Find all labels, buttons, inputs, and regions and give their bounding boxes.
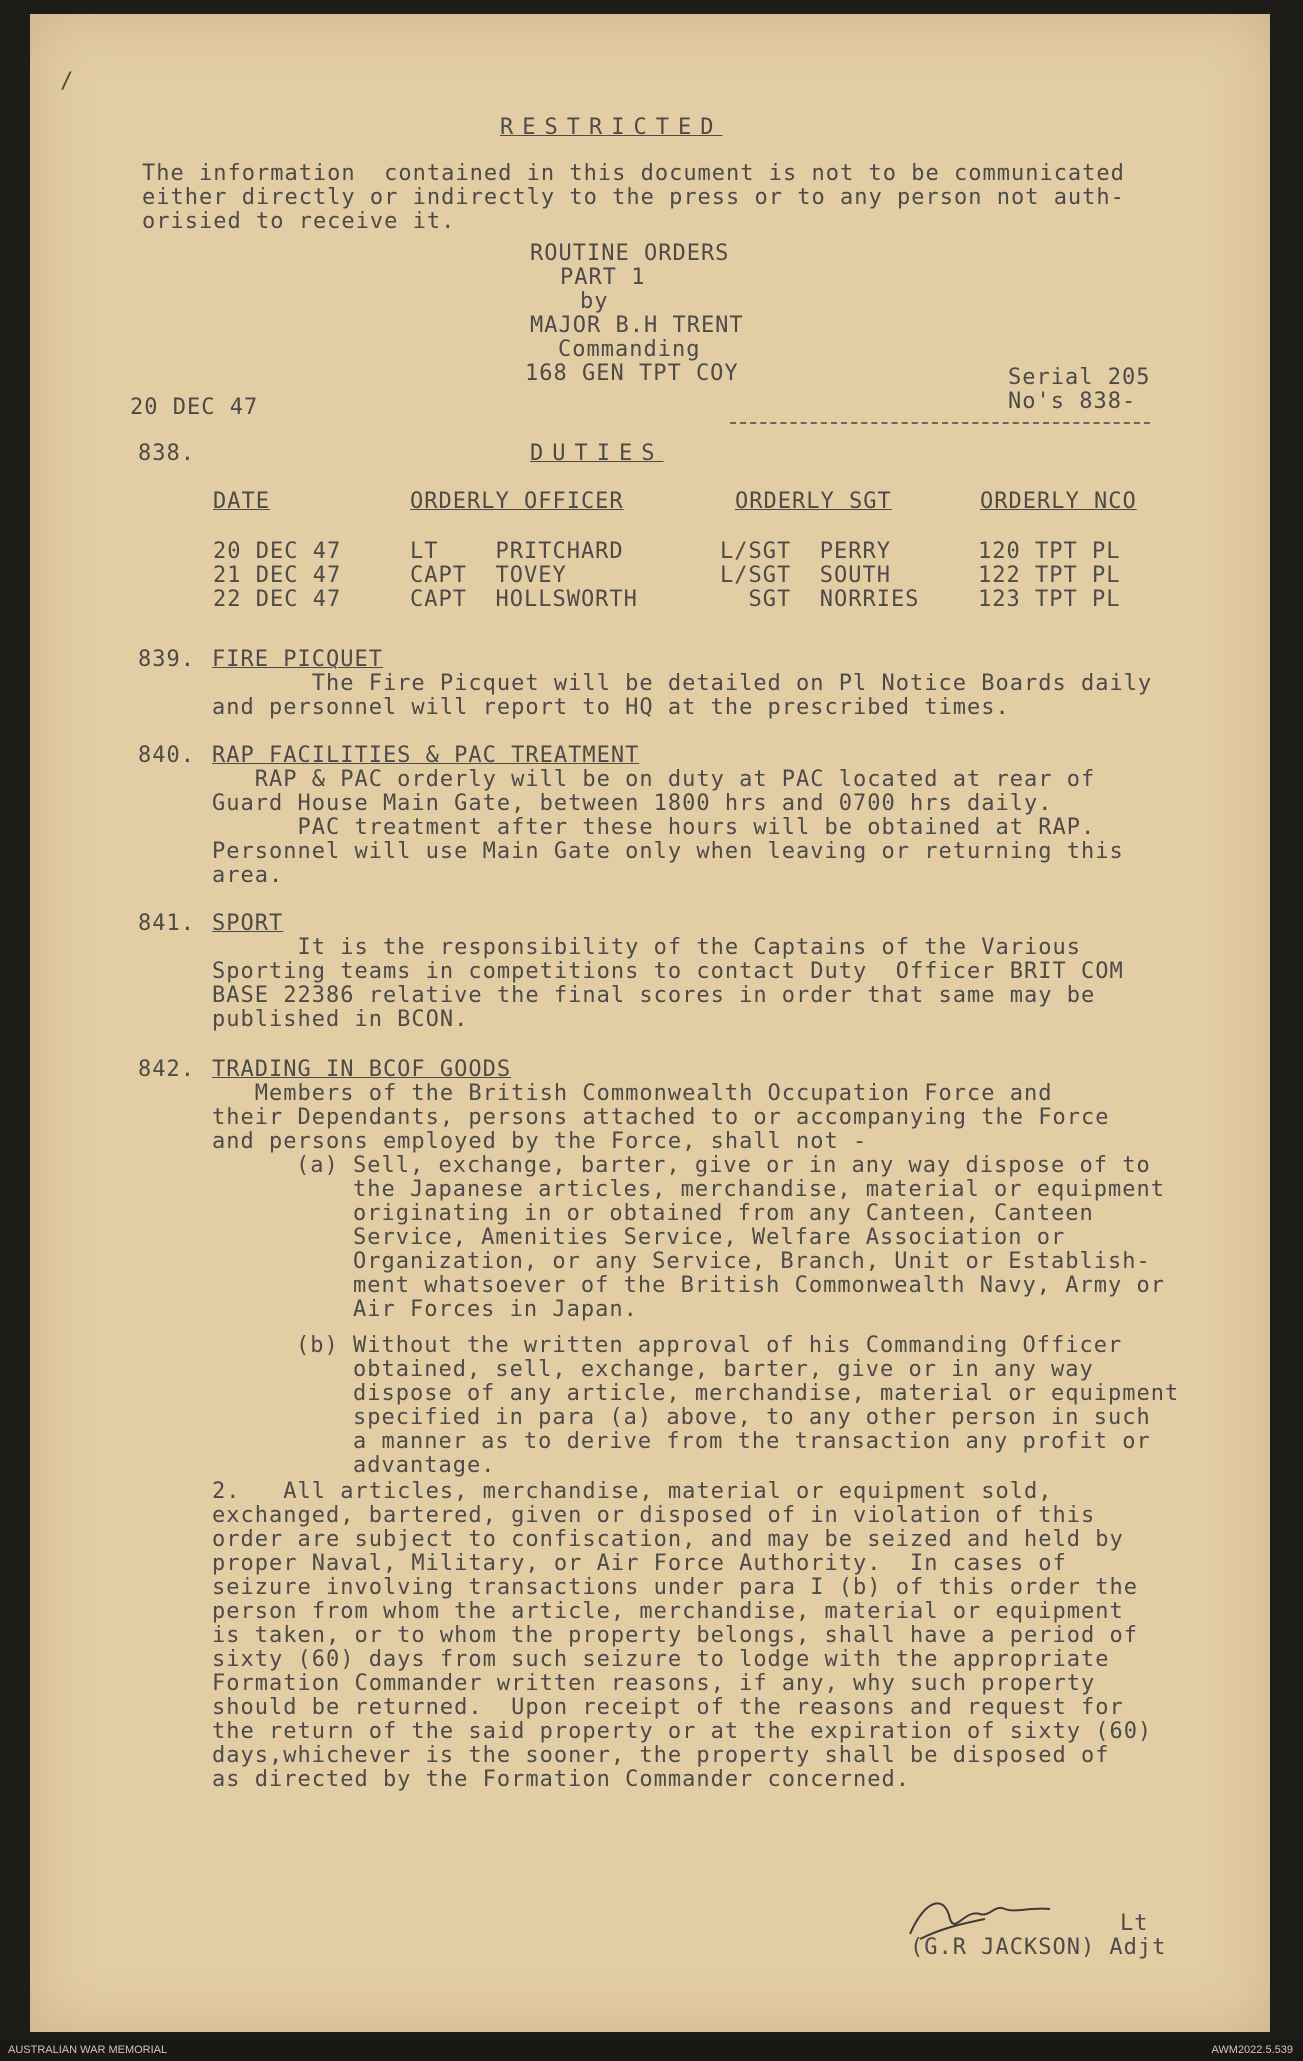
para-a-line-4: Service, Amenities Service, Welfare Association or <box>296 1225 1066 1250</box>
signature-name: (G.R JACKSON) Adjt <box>910 1935 1167 1960</box>
orders-by: by <box>580 289 609 314</box>
duty-row-3-date: 22 DEC 47 <box>213 587 342 612</box>
section-839-number: 839. <box>138 647 195 672</box>
para-a-line-1: (a) Sell, exchange, barter, give or in any way dispose of to <box>296 1153 1151 1178</box>
section-842-number: 842. <box>138 1057 195 1082</box>
footer-accession: AWM2022.5.539 <box>1211 2044 1293 2056</box>
section-842-intro-1: Members of the British Commonwealth Occupation Force and <box>212 1081 1053 1106</box>
section-840-line-5: area. <box>212 863 284 888</box>
footer-institution: AUSTRALIAN WAR MEMORIAL <box>8 2044 168 2056</box>
document-page <box>30 14 1270 2032</box>
col-date: DATE <box>213 489 270 514</box>
restricted-heading: RESTRICTED <box>500 115 723 140</box>
para-2-line-10: should be returned. Upon receipt of the reasons and request for <box>212 1695 1124 1720</box>
orders-role: Commanding <box>558 337 701 362</box>
margin-mark: / <box>60 69 75 94</box>
notice-line-2: either directly or indirectly to the press or to any person not auth- <box>142 185 1125 210</box>
para-2-line-2: exchanged, bartered, given or disposed of in violation of this <box>212 1503 1096 1528</box>
duty-row-1-officer: LT PRITCHARD <box>410 539 624 564</box>
duty-row-1-date: 20 DEC 47 <box>213 539 342 564</box>
section-840-line-4: Personnel will use Main Gate only when leaving or returning this <box>212 839 1124 864</box>
duty-row-2-officer: CAPT TOVEY <box>410 563 567 588</box>
para-b-line-5: a manner as to derive from the transaction any profit or <box>296 1429 1151 1454</box>
para-b-line-3: dispose of any article, merchandise, material or equipment <box>296 1381 1180 1406</box>
section-842-intro-2: their Dependants, persons attached to or accompanying the Force <box>212 1105 1110 1130</box>
col-orderly-sgt: ORDERLY SGT <box>735 489 892 514</box>
para-2-line-8: sixty (60) days from such seizure to lodge with the appropriate <box>212 1647 1110 1672</box>
duty-row-3-sgt: SGT NORRIES <box>720 587 920 612</box>
duty-row-2-date: 21 DEC 47 <box>213 563 342 588</box>
para-b-line-2: obtained, sell, exchange, barter, give or in any way <box>296 1357 1094 1382</box>
para-2-line-11: the return of the said property or at the expiration of sixty (60) <box>212 1719 1153 1744</box>
section-839-title: FIRE PICQUET <box>212 647 383 672</box>
duty-row-2-nco: 122 TPT PL <box>978 563 1121 588</box>
para-a-line-5: Organization, or any Service, Branch, Unit or Establish- <box>296 1249 1151 1274</box>
archive-footer <box>0 2040 1303 2061</box>
orders-part: PART 1 <box>560 265 646 290</box>
para-2-line-12: days,whichever is the sooner, the property shall be disposed of <box>212 1743 1110 1768</box>
col-orderly-nco: ORDERLY NCO <box>980 489 1137 514</box>
section-839-line-2: and personnel will report to HQ at the prescribed times. <box>212 695 1010 720</box>
duty-row-2-sgt: L/SGT SOUTH <box>720 563 891 588</box>
para-a-line-6: ment whatsoever of the British Commonwealth Navy, Army or <box>296 1273 1165 1298</box>
order-date: 20 DEC 47 <box>130 395 259 420</box>
duty-row-1-sgt: L/SGT PERRY <box>720 539 891 564</box>
serial-number: Serial 205 <box>1008 365 1151 390</box>
section-838-number: 838. <box>138 441 195 466</box>
para-2-line-4: proper Naval, Military, or Air Force Authority. In cases of <box>212 1551 1067 1576</box>
para-2-line-7: is taken, or to whom the property belongs, shall have a period of <box>212 1623 1138 1648</box>
orders-issuer: MAJOR B.H TRENT <box>530 313 744 338</box>
section-842-title: TRADING IN BCOF GOODS <box>212 1057 512 1082</box>
section-840-number: 840. <box>138 743 195 768</box>
duty-row-3-officer: CAPT HOLLSWORTH <box>410 587 638 612</box>
section-841-title: SPORT <box>212 911 284 936</box>
para-b-line-1: (b) Without the written approval of his Commanding Officer <box>296 1333 1123 1358</box>
orders-unit: 168 GEN TPT COY <box>525 361 739 386</box>
para-b-line-4: specified in para (a) above, to any other person in such <box>296 1405 1151 1430</box>
para-2-line-13: as directed by the Formation Commander concerned. <box>212 1767 911 1792</box>
section-841-line-1: It is the responsibility of the Captains of the Various <box>212 935 1081 960</box>
section-840-title: RAP FACILITIES & PAC TREATMENT <box>212 743 640 768</box>
section-841-line-4: published in BCON. <box>212 1007 469 1032</box>
notice-line-3: orisied to receive it. <box>142 209 456 234</box>
order-numbers: No's 838- <box>1008 389 1137 414</box>
duties-heading: DUTIES <box>530 441 664 466</box>
col-orderly-officer: ORDERLY OFFICER <box>410 489 624 514</box>
signature-rank: Lt <box>1120 1911 1149 1936</box>
para-b-line-6: advantage. <box>296 1453 496 1478</box>
para-2-line-3: order are subject to confiscation, and may be seized and held by <box>212 1527 1124 1552</box>
section-841-line-2: Sporting teams in competitions to contact Duty Officer BRIT COM <box>212 959 1124 984</box>
section-840-line-3: PAC treatment after these hours will be obtained at RAP. <box>212 815 1096 840</box>
section-841-line-3: BASE 22386 relative the final scores in order that same may be <box>212 983 1096 1008</box>
para-2-line-6: person from whom the article, merchandise, material or equipment <box>212 1599 1124 1624</box>
para-2-line-9: Formation Commander written reasons, if any, why such property <box>212 1671 1096 1696</box>
duty-row-3-nco: 123 TPT PL <box>978 587 1121 612</box>
section-839-line-1: The Fire Picquet will be detailed on Pl Notice Boards daily <box>212 671 1153 696</box>
duty-row-1-nco: 120 TPT PL <box>978 539 1121 564</box>
para-a-line-2: the Japanese articles, merchandise, material or equipment <box>296 1177 1165 1202</box>
section-841-number: 841. <box>138 911 195 936</box>
section-842-intro-3: and persons employed by the Force, shall not - <box>212 1129 868 1154</box>
section-840-line-2: Guard House Main Gate, between 1800 hrs and 0700 hrs daily. <box>212 791 1053 816</box>
para-a-line-7: Air Forces in Japan. <box>296 1297 638 1322</box>
notice-line-1: The information contained in this document is not to be communicated <box>142 161 1125 186</box>
section-840-line-1: RAP & PAC orderly will be on duty at PAC located at rear of <box>212 767 1096 792</box>
para-a-line-3: originating in or obtained from any Canteen, Canteen <box>296 1201 1094 1226</box>
orders-title: ROUTINE ORDERS <box>530 241 730 266</box>
header-divider <box>730 422 1150 424</box>
para-2-line-5: seizure involving transactions under para I (b) of this order the <box>212 1575 1138 1600</box>
para-2-line-1: 2. All articles, merchandise, material or equipment sold, <box>212 1479 1053 1504</box>
